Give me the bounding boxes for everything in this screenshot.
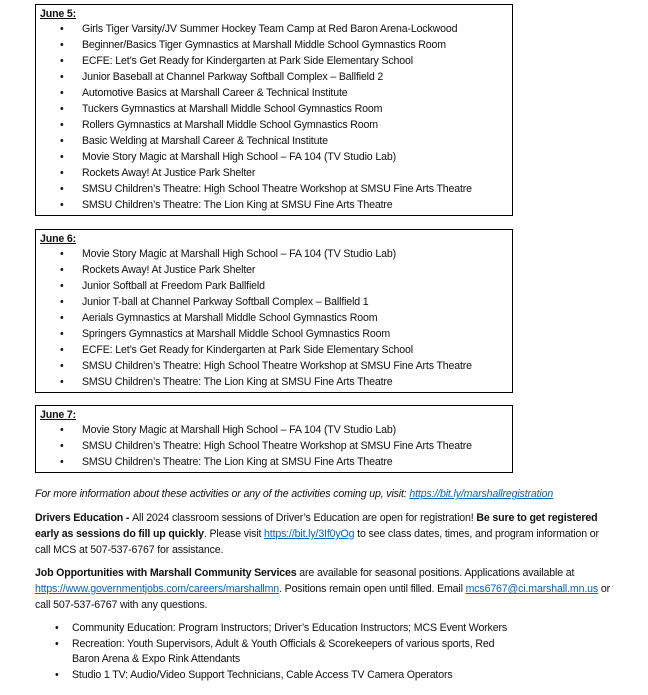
list-item: • Junior Baseball at Channel Parkway Softball Complex – Ballfield 2	[40, 69, 508, 85]
list-item: • Rollers Gymnastics at Marshall Middle School Gymnastics Room	[40, 117, 508, 133]
list-item: • Basic Welding at Marshall Career & Technical Institute	[40, 133, 508, 149]
activity-list	[40, 21, 508, 213]
list-item: • Automotive Basics at Marshall Career & Technical Institute	[40, 85, 508, 101]
jobs-link[interactable]: https://www.governmentjobs.com/careers/marshallmn	[35, 583, 280, 595]
list-item: • Junior T-ball at Channel Parkway Softball Complex – Ballfield 1	[40, 294, 508, 310]
list-item: • Junior Softball at Freedom Park Ballfield	[40, 278, 508, 294]
list-item: • Recreation: Youth Supervisors, Adult & Youth Officials & Scorekeepers of various sports, Red Baron Arena & Expo Rink Attendants	[35, 637, 502, 668]
list-item: • Rockets Away! At Justice Park Shelter	[40, 262, 508, 278]
day-heading: June 6:	[40, 233, 77, 245]
list-item: • SMSU Children’s Theatre: The Lion King at SMSU Fine Arts Theatre	[40, 197, 508, 213]
day-heading: June 5:	[40, 8, 77, 20]
list-item: • SMSU Children’s Theatre: High School Theatre Workshop at SMSU Fine Arts Theatre	[40, 181, 508, 197]
schedule-box	[35, 4, 513, 216]
list-item: • SMSU Children’s Theatre: High School Theatre Workshop at SMSU Fine Arts Theatre	[40, 438, 508, 454]
schedule-box	[35, 229, 513, 393]
list-item: • Studio 1 TV: Audio/Video Support Technicians, Cable Access TV Camera Operators	[35, 668, 635, 684]
list-item: • SMSU Children’s Theatre: The Lion King at SMSU Fine Arts Theatre	[40, 374, 508, 390]
list-item: • SMSU Children’s Theatre: High School Theatre Workshop at SMSU Fine Arts Theatre	[40, 358, 508, 374]
drivers-education: Drivers Education - All 2024 classroom sessions of Driver’s Education are open for registration! Be sure to get registered early as sessions do fill up quickly. Please visit https://bit.ly/3If0yOg to see class dates, times, and program information or call MCS at 507-537-6767 for assistance.	[35, 512, 599, 556]
schedule-box	[35, 405, 513, 473]
list-item: • Rockets Away! At Justice Park Shelter	[40, 165, 508, 181]
job-opportunities: Job Opportunities with Marshall Community Services are available for seasonal positions. Applications available at https://www.governmentjobs.com/careers/marshallmn. Positions remain open until filled. Email mcs6767@ci.marshall.mn.us or call 507-537-6767 with any questions.	[35, 567, 610, 611]
list-item: • Girls Tiger Varsity/JV Summer Hockey Team Camp at Red Baron Arena-Lockwood	[40, 21, 508, 37]
email-link[interactable]: mcs6767@ci.marshall.mn.us	[465, 583, 599, 595]
list-item: • Movie Story Magic at Marshall High School – FA 104 (TV Studio Lab)	[40, 246, 508, 262]
day-heading: June 7:	[40, 409, 77, 421]
drivers-link[interactable]: https://bit.ly/3If0yOg	[264, 528, 355, 540]
activity-list	[40, 246, 508, 390]
list-item: • Beginner/Basics Tiger Gymnastics at Marshall Middle School Gymnastics Room	[40, 37, 508, 53]
list-item: • SMSU Children’s Theatre: The Lion King at SMSU Fine Arts Theatre	[40, 454, 508, 470]
activity-list	[40, 422, 508, 470]
list-item: • Tuckers Gymnastics at Marshall Middle School Gymnastics Room	[40, 101, 508, 117]
list-item: • Community Education: Program Instructors; Driver’s Education Instructors; MCS Event Workers	[35, 621, 635, 637]
list-item: • ECFE: Let’s Get Ready for Kindergarten at Park Side Elementary School	[40, 342, 508, 358]
list-item: • Movie Story Magic at Marshall High School – FA 104 (TV Studio Lab)	[40, 422, 508, 438]
more-info: For more information about these activities or any of the activities coming up, visit: https://bit.ly/marshallregistration	[35, 488, 554, 500]
job-list	[35, 621, 635, 683]
list-item: • Springers Gymnastics at Marshall Middle School Gymnastics Room	[40, 326, 508, 342]
list-item: • ECFE: Let’s Get Ready for Kindergarten at Park Side Elementary School	[40, 53, 508, 69]
list-item: • Aerials Gymnastics at Marshall Middle School Gymnastics Room	[40, 310, 508, 326]
list-item: • Movie Story Magic at Marshall High School – FA 104 (TV Studio Lab)	[40, 149, 508, 165]
registration-link[interactable]: https://bit.ly/marshallregistration	[409, 488, 554, 500]
